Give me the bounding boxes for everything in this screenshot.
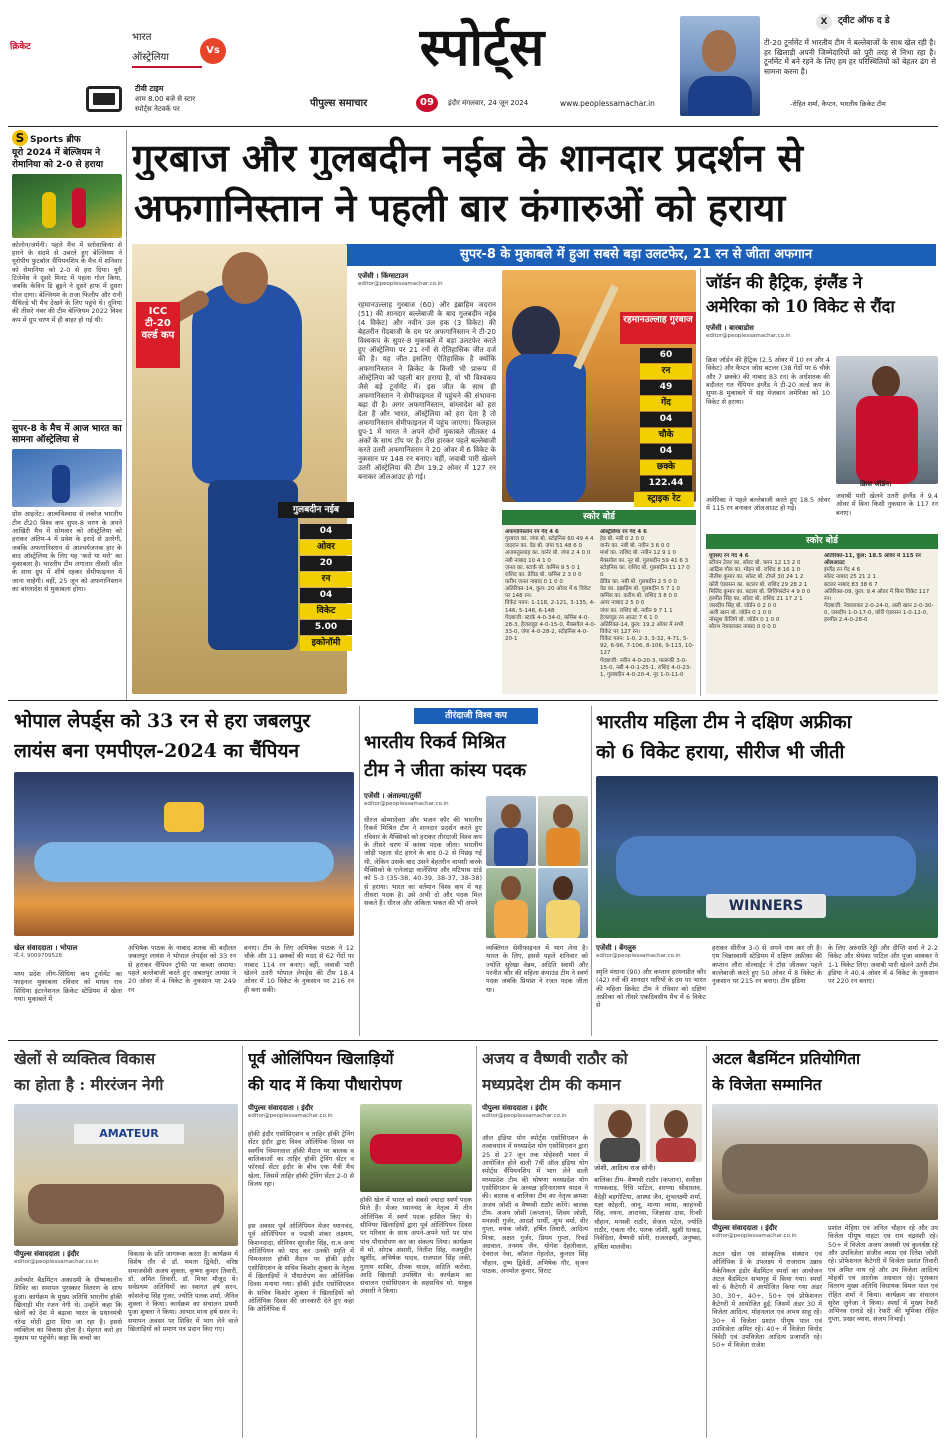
s4-email: editor@peoplessamachar.co.in [712, 1232, 797, 1239]
sports-brief [12, 130, 122, 700]
sidebar-rule [126, 130, 127, 700]
gulbadin-stat-economy: 5.00 [300, 620, 352, 635]
scoreboard-line: वेड का. इब्राहिम बो. गुलबदीन 5 7 1 0 [600, 586, 680, 593]
match-team-1: भारत [132, 32, 152, 43]
lead-headline-2: अफगानिस्तान ने पहली बार कंगारुओं को हराया [134, 186, 786, 230]
s3-byline [482, 1104, 592, 1120]
jordan-caption: क्रिस जॉर्डन। [860, 480, 892, 488]
archery-story-1: धीरज बोम्मादेवरा और भजन कौर की भारतीय रिकर्व मिश्रित टीम ने शानदार प्रदर्शन करते हुए रविवार के मैक्सिको को हराकर तीरंदाजी विश्व कप के तीसरे चरण में कांस्य पदक जीता। भारतीय जोड़ी पहला सेट हारने के बाद 0-2 से पिछड़ गई थी, लेकिन उसके बाद उसने बेहतरीन वापसी करके मैक्सिको के एलेजांद्रा वालेंसिया और मटियास ग्रांडे को 5-3 (35-38, 40-39, 38-37, 38-38) से हराया। भारत का वर्तमान विश्व कप में यह तीसरा पदक है। उसे अभी दो और पदक मिल सकते हैं। धीरज और अंकिता भकत की भी अपने [364, 816, 482, 908]
scoreboard-line: अगर नाबाद 2 5 0 0 [600, 600, 645, 607]
archery-photo-3 [486, 868, 536, 938]
lead-scoreboard-afg [505, 529, 597, 691]
scoreboard-line: मैक्सवेल का. नूर बो. गुलबदीन 59 41 6 3 [600, 557, 689, 564]
scoreboard-line: नॉस्तुश केंजिगे बो. जॉर्डन 0 1 0 0 [709, 617, 780, 624]
lead-email: editor@peoplessamachar.co.in [358, 280, 443, 287]
archery-photo-1 [486, 796, 536, 866]
tweet-text: टी-20 टूर्नामेंट में भारतीय टीम ने बल्लेबाजों के साथ खेल रही है। हर खिलाड़ी अपनी जिम्मेदारियों को पूरी तरह से निभा रहा है। टूर्नामेंट में बने रहने के लिए हम हर परिस्थितियों को बेहतर ढंग से सामना करना है। [764, 38, 936, 76]
gulbadin-name [278, 502, 354, 518]
s2-email: editor@peoplessamachar.co.in [248, 1112, 333, 1119]
tv-time-label: टीवी टाइम [135, 84, 164, 93]
scoreboard-line: विकेट पतन: 1-0, 2-3, 3-32, 4-71, 5-92, 6-96, 7-106, 8-106, 9-113, 10-127 [600, 636, 694, 657]
s4-byline-text: पीपुल्स संवाददाता । इंदौर [712, 1224, 778, 1232]
s1-headline-1: खेलों से व्यक्तित्व विकास [14, 1049, 156, 1068]
archery-story-2: व्यक्तिगत सेमीफाइनल में भाग लेना है। भारत के लिए, इससे पहले शनिवार को ज्योति सुरेखा वेन्नम, अदिति स्वामी और परनीत कौर की महिला कंपाउंड टीम ने स्वर्ण पदक जबकि प्रियांश ने रजत पदक जीता था। [486, 944, 588, 994]
mpl-phone: मो.नं. 9009709528 [14, 952, 63, 959]
s2-headline-2: की याद में किया पौधारोपण [248, 1075, 402, 1094]
scoreboard-line: जदरान का. वेड बो. जंपा 51 48 6 0 [505, 543, 583, 550]
scoreboard-line: अजमतुल्लाह का. वार्नर बो. जंपा 2 4 0 0 [505, 550, 591, 557]
s2-col-2: हॉकी खेल में भारत को सबसे ज्यादा स्वर्ण पदक मिले हैं। मेजर ध्यानचंद के नेतृत्व में तीन ओलिंपिक में स्वर्ण पदक हासिल किए थे। सीनियर खिलाड़ियों द्वारा पूर्व ओलिंपियन दिवस पर परिवार के साथ अपने-अपने घरों पर पांच पांच पौधारोपण कर का संकल्प लिया। कार्यक्रम में मो. सोएब अंसारी, नितीश सिंह, नजमुद्दीन खुर्शीद, अभिषेक यादव, राजपाल सिंह लकी, गुलाम साबिर, दीपक यादव, अदिति करोसा, आदि खिलाड़ी उपस्थित थे। कार्यक्रम का संचालन एसोसिएशन के सहसचिव मो. याकूब अंसारी ने किया। [360, 1196, 472, 1296]
s1-col-2: विकास के प्रति जागरूक करता है। कार्यक्रम में विशेष तौर से डॉ. ममता द्विवेदी, वरिष्ठ समाजसेवी अजय शुक्ला, कृष्णा कुमार तिवारी, डॉ. अमित तिवारी, डॉ. मिश्रा मौजूद थे। सर्वप्रथम अतिथियों का स्वागत हर्ष सरन, कोसलेन्द्र सिंह गुजर, ज्योति पलक शर्मा, जैनिव शुक्ला ने किया। कार्यक्रम का संचालन प्रथमी पुजा शुक्ला ने किया। आभार माना हर्ष सरन ने। समापन अवसर पर शिविर में भाग लेने वाले खिलाड़ियों को प्रमाण पत्र प्रदान किए गए। [128, 1250, 238, 1333]
s3-byline-text: पीपुल्स संवाददाता । इंदौर [482, 1104, 548, 1112]
gulbadin-stat-overs-label: ओवर [300, 540, 352, 555]
brief1-text: कोलोन/जर्मनी। पहले मैच में स्लोवाकिया से हारने के सदमे से उबरते हुए बेल्जियम ने यूरोपीय फुटबॉल चैंपियनशिप के मैच में शनिवार को रोमानिया को 2-0 से हरा दिया। यूरी टिलेमेंस ने दूसरे मिनट में पहला गोल किया, जबकि केविन डि ब्रूइने ने दूसरे हाफ में दूसरा गोल दागा। बेल्जियम के राजा फिलीप और रानी मैथिल्डे भी मैच देखने के लिए पहुंचे थे। दुनिया की तीसरे नंबर की टीम बेल्जियम 2022 विश्व कप में ग्रुप चरण में ही बाहर हो गई थी। [12, 240, 122, 324]
s1-email: editor@peoplessamachar.co.in [14, 1258, 99, 1265]
vs-badge [200, 38, 226, 64]
england-scoreboard-usa [709, 553, 821, 691]
s1-byline-text: पीपुल्स संवाददाता । इंदौर [14, 1250, 80, 1258]
tweet-box [760, 14, 938, 118]
mpl-rule [359, 706, 360, 1036]
gurbaz-stat-strike-rate-label: स्ट्राइक रेट [634, 492, 694, 507]
tv-time: शाम 8.00 बजे से स्टार [135, 95, 196, 103]
england-scoreboard-eng [824, 553, 936, 691]
scoreboard-line: करीम जनत नाबाद 0 1 0 0 [505, 578, 563, 585]
s2-col-1b: इस अवसर पूर्व ओलिंपियन मेजर ध्यानचंद, पूर्व ओलिंपियन व पद्मश्री शंकर लक्ष्मण, किशनदादा, सीनियर सुरजीत सिंह, रा.व अन्य ओलिंपियन को याद कर उनकी स्मृति में चिमनलाल हॉकी मैदान पर हॉकी इंदौर एसोसिएशन के सचिव किशोर शुक्ला के नेतृत्व में खिलाड़ियों ने पौधारोपण कर ओलिंपिक दिवस मनाया गया। हॉकी इंदौर एसोसिएशन के सचिव किशोर शुक्ला ने खिलाड़ियों को ओलिंपिक दिवस की जानकारी देते हुए कहा कि ओलिंपिक में [248, 1222, 354, 1314]
scoreboard-line: अतिरिक्त-14, कुल: 19.2 ओवर में सभी विकेट पर 127 रन। [600, 621, 684, 635]
s4-headline-2: के विजेता सम्मानित [712, 1075, 822, 1094]
s1-photo [14, 1104, 238, 1246]
scoreboard-line: मार्श का. राशिद बो. नवीन 12 9 1 0 [600, 550, 676, 557]
match-team-2: ऑस्ट्रेलिया [132, 52, 169, 63]
archery-kicker [414, 708, 538, 724]
s2-col-1: हॉकी इंदौर एसोसिएशन व ताहिर हॉकी ट्रेनिंग सेंटर इंदौर द्वारा विश्व ओलिंपिक दिवस पर स्वर्गीय चिमनलाल हॉकी मैदान पर बालक व बालिकाओं का ताहिर हॉकी ट्रेनिंग सेंटर व फॉरवर्ड सेंटर इंदौर के बीच एक मैत्री मैच खेला, जिसमें ताहिर हॉकी ट्रेनिंग सेंटर 2-0 से विजय रहा। [248, 1130, 354, 1188]
gurbaz-stat-runs: 60 [640, 348, 692, 363]
s4-byline [712, 1224, 822, 1240]
s1-byline [14, 1250, 124, 1266]
tv-icon [86, 86, 122, 112]
scoreboard-line: आंद्रिस गौस का. मोइन बो. राशिद 8 16 1 0 [709, 567, 801, 574]
tv-channel: स्पोर्ट्स नेटवर्क पर [135, 105, 180, 113]
lead-scoreboard [502, 510, 696, 694]
archery-headline-2: टीम ने जीता कांस्य पदक [364, 760, 527, 781]
archery-photo-4 [538, 868, 588, 938]
lead-right-rule [700, 268, 701, 696]
s4-photo [712, 1104, 938, 1220]
s2-byline [248, 1104, 358, 1120]
brief2-title: सुपर-8 के मैच में आज भारत का सामना ऑस्ट्रेलिया से [12, 423, 122, 445]
scoreboard-line: विकेट पतन: 1-118, 2-121, 3-135, 4-146, 5-148, 6-148 [505, 600, 596, 614]
gurbaz-name [620, 312, 696, 344]
icc-badge [136, 302, 180, 368]
s1-headline-2: का होता है : मीररंजन नेगी [14, 1075, 164, 1094]
mpl-col-1: मध्य प्रदेश लीग-सिंधिया कप टूर्नामेंट का फाइनल मुकाबला रविवार को माधव राव सिंधिया इंटरनेशनल क्रिकेट स्टेडियम में खेला गया। मुकाबले में [14, 970, 122, 1003]
archery-email: editor@peoplessamachar.co.in [364, 800, 449, 807]
women-byline-text: एजेंसी । बेंगलुरु [596, 944, 637, 952]
archery-photo-2 [538, 796, 588, 866]
gulbadin-stat-runs-label: रन [300, 572, 352, 587]
scoreboard-line: वार्नर का. नबी बो. नवीन 3 6 0 0 [600, 543, 670, 550]
scoreboard-line: अफगानिस्तान रन गेंद 4 6 [505, 529, 559, 535]
scoreboard-line: गेंदबाजी: स्टार्क 4-0-34-0, कमिंस 4-0-28-3, हेजलवुड 4-0-15-0, मैक्सवेल 4-0-33-0, जंपा 4-0-28-2, स्टोइनिस 4-0-20-1 [505, 614, 596, 643]
jordan-photo [836, 356, 938, 484]
gulbadin-name-label: गुलबदीन नईब [292, 505, 340, 515]
archery-kicker-text: तीरंदाजी विश्व कप [445, 711, 507, 721]
scoreboard-line: जसदीप सिंह बो. जॉर्डन 0 2 0 0 [709, 602, 777, 609]
scoreboard-line: स्टोइनिस का. राशिद बो. गुलबदीन 11 17 0 0 [600, 564, 690, 578]
scoreboard-line: हेड बो. नबी 0 2 0 0 [600, 536, 645, 543]
scoreboard-line: मिलिंद कुमार का. बटलर बो. लिविंगस्टोन 4 9 0 0 [709, 588, 811, 595]
s2-headline-1: पूर्व ओलिंपियन खिलाड़ियों [248, 1049, 394, 1068]
s3-email: editor@peoplessamachar.co.in [482, 1112, 567, 1119]
england-headline-2: अमेरिका को 10 विकेट से रौंदा [706, 297, 895, 316]
mpl-col-3: बनाए। टीम के लिए अभिषेक पाठक ने 12 चौके और 11 छक्कों की मदद से 62 गेंदों पर नाबाद 114 रन बनाए। वहीं, जवाबी पारी खेलने उतरी भोपाल लेपर्ड्स की टीम 18.4 ओवर में 10 विकेट के नुकसान पर 216 रन ही बना सकी। [244, 944, 354, 994]
tweet-author: -रोहित शर्मा, कैप्टन, भारतीय क्रिकेट टीम [790, 100, 886, 108]
edition-line: इंदौर मंगलवार, 24 जून 2024 [448, 99, 529, 107]
icc-label: ICC टी-20 वर्ल्ड कप [141, 306, 175, 341]
scoreboard-line: यूएसए रन गेंद 4 6 [709, 553, 749, 559]
scoreboard-line: अतिरिक्त-14, कुल: 20 ओवर में 6 विकेट पर 148 रन। [505, 586, 591, 600]
match-sport: क्रिकेट [10, 42, 31, 52]
mpl-col-2: अभिषेक पाठक के नाबाद शतक की बदौलत जबलपुर लायंस ने भोपाल लेपर्ड्स को 33 रन से हराकर चैंपियन ट्रॉफी पर कब्जा जमाया। पहले बल्लेबाजी करते हुए जबलपुर लायंस ने 20 ओवर में 4 विकेट के नुकसान पर 249 रन [128, 944, 236, 994]
gurbaz-stat-balls: 49 [640, 380, 692, 395]
s1-photo-banner: AMATEUR [74, 1124, 184, 1144]
s3-photo-ajay [594, 1104, 646, 1162]
match-divider [132, 66, 202, 68]
scoreboard-line: नबी नाबाद 10 4 1 0 [505, 557, 551, 564]
england-email: editor@peoplessamachar.co.in [706, 332, 791, 339]
s4-col-1: अटल खेल एवं सांस्कृतिक संस्थान एवं ओलिंपिक डे के उपलक्ष्य में राजाराम उन्नाव मैकेनिकल इंडोर बैडमिंटन स्पर्धा का आयोजन अटल बैडमिंटन सभागृह में किया गया। स्पर्धा को 6 कैटेगरी में आयोजित किया गया अंडर 30, 30+, 40+, 50+ एवं प्रोफेशनल कैटेगरी में आयोजित हुई, जिसमें अंडर 30 में विजेता आदित्य, मोहनलाल एवं अभय साहू रहे। 30+ में विजेता प्रशांत पीयूष पाल एवं उपविजेता अमित रहे। 40+ में विजेता विनोद त्रिवेदी एवं उपविजेता आदित्य प्रजापति रहे। 50+ में विजेता राजेश [712, 1250, 822, 1350]
gulbadin-stat-runs: 20 [300, 556, 352, 571]
gurbaz-stats [640, 348, 694, 508]
mpl-headline-2: लायंस बना एमपीएल-2024 का चैंपियन [14, 740, 300, 762]
scoreboard-line: स्टीवन टेलर का. सॉल्ट बो. करन 12 13 2 0 [709, 560, 801, 567]
s3-col-2: बालिका टीम- वैष्णवी राठौर (कप्तान), समीक्षा गायकवाड़, रिधि पाटिल, शरण्या श्रीवास्तव, वैदेही बड़गोटिया, आस्था जैन, शुभलक्ष्मी शर्मा, यज्ञा कोहली, जानू, मान्या व्यास, काहनवी सिंह, नयना, आराध्या, जिज्ञासा दास, रिन्सी चौहान, मनस्वी राठौर, सेजल पटेल, ज्योति राठौर, एकता गौर, पलक जोशी, खुशी धाकड़, निवेदिता, वैष्णवी सोनी, राजलक्ष्मी, अनुष्का, हर्षिता मालवीय। [594, 1176, 702, 1251]
brief1-photo [12, 174, 122, 238]
winners-banner: WINNERS [706, 894, 826, 918]
gulbadin-stat-wickets-label: विकेट [300, 604, 352, 619]
s4-col-2: प्रशांत मेहिया एवं अनिल चौहान रहे और उप विजेता पीयूष नाहटा एवं राम चंद्रवंशी रहे। 50+ में विजेता अजय अवस्थी एवं कुलश्रेष्ठ रहे और उपविजेता संजीव व्यास एवं रितेश जोशी रहे। प्रोफेशनल कैटेगरी में विजेता प्रशांत तिवारी एवं अमित नाथ रहे और उप विजेता आदित्य मोहश्री एवं आलोक अग्रवाल रहे। पुरस्कार वितरण मुख्य अतिथि विधायक विमल पाल एवं रोहित शर्मा ने किया। कार्यक्रम का संचालन सुरेश जुनेजा ने किया। स्पर्धा में मुख्य रेफरी अभिनव रानाडे रहे। रेफरी की भूमिका रोहित गुप्ता, प्रखर व्यास, संजय निभाई। [828, 1224, 938, 1324]
scoreboard-line: अतिरिक्त-11, कुल: 18.5 ओवर में 115 रन ऑलआउट [824, 553, 921, 567]
masthead-title: स्पोर्ट्स [419, 17, 545, 78]
mpl-byline [14, 944, 114, 960]
scoreboard-line: जनत का. स्टार्क बो. कमिंस 9 5 0 1 [505, 564, 581, 571]
scoreboard-line: डेविड का. नबी बो. गुलबदीन 2 5 0 0 [600, 578, 678, 585]
tweet-label: ट्वीट ऑफ द डे [838, 16, 890, 26]
scoreboard-line: जंपा का. राशिद बो. नवीन 9 7 1 1 [600, 607, 673, 614]
england-scoreboard-title: स्कोर बोर्ड [706, 534, 938, 549]
gulbadin-stat-overs: 04 [300, 524, 352, 539]
s3-col-1: ऑल इंडिया योग स्पोर्ट्स एसोसिएशन के तत्वावधान में मध्यप्रदेश योग एसोसिएशन द्वारा 25 से 27 जून तक मोहेश्वरी भवन में आयोजित होने वाली 7वीं ऑल इंडिया योग स्पोर्ट्स चैंपियनशिप में भाग लेने वाली मध्यप्रदेश टीम की घोषणा मध्यप्रदेश योग एसोसिएशन के अध्यक्ष हरिनारायण यादव ने की। बालक व बालिका टीम का नेतृत्व क्रमशः अजय जोशी व वैष्णवी राठौर करेंगे। बालक टीम- अजय जोशी (कप्तान), शिवम जोशी, मनसवी गुर्जर, आदर्श पार्थी, शुभ वर्मा, वीर गुप्ता, मयंक जोशी, हर्षित तिवारी, आदित्य मिश्रा, अक्षत गुर्जर, प्रियम गुप्ता, रिचर्ड अग्रवाल, तनमय जैन, योगेश देहलीवाल, देवराज नेवा, कौशल गेहलोत, कुनाल सिंह चौहान, दुष्य द्विवेदी, अभिषेक गौर, सृजन पाठक, अनमोल कुमार, विराट [482, 1134, 588, 1275]
bottom-rule-1 [242, 1046, 243, 1438]
lead-story: रहमानउल्लाह गुरबाज (60) और इब्राहिम जदरान (51) की शानदार बल्लेबाजी के बाद गुलबदीन नईब (4 विकेट) और नवीन उल हक (3 विकेट) की बेहतरीन गेंदबाजी के दम पर अफगानिस्तान ने टी-20 विश्वकप के सुपर-8 मुकाबले में बड़ा उलटफेर करते हुए ऑस्ट्रेलिया पर 21 रनों से ऐतिहासिक जीत दर्ज की है। यह जीत इसलिए ऐतिहासिक है क्योंकि अफगानिस्तान ने क्रिकेट के किसी भी प्रारूप में ऑस्ट्रेलिया को पहली बार हराया है, वो भी विश्वकप जैसे बड़े टूर्नामेंट में। इस जीत के साथ ही अफगानिस्तान ने सेमीफाइनल में पहुंचने की संभावना बढ़ा दी है। अगर अफगानिस्तान, बांग्लादेश को हरा देता है और भारत, ऑस्ट्रेलिया को हरा देता है तो अफगानिस्तान सेमीफाइनल में पहुंच जाएगा। फिलहाल ग्रुप-1 में भारत ने अपने दोनों मुकाबले जीतकर 4 अंकों के साथ टॉप पर है। टॉस हारकर पहले बल्लेबाजी करते उतरी अफगानिस्तान ने 20 ओवर में 6 विकेट के नुकसान पर 148 रन बनाए। वहीं, जवाबी पारी खेलने उतरी ऑस्ट्रेलिया की टीम 19.2 ओवर में 127 रन बनाकर ऑलआउट हो गई। [358, 300, 496, 482]
scoreboard-line: राशिद का. डेविड बो. कमिंस 2 3 0 0 [505, 571, 582, 578]
england-byline-text: एजेंसी । बारबाडोस [706, 324, 754, 332]
lead-byline [358, 272, 498, 288]
brief1-title: यूरो 2024 में बेल्जियम ने रोमानिया को 2-0 से हराया [12, 148, 104, 170]
scoreboard-line: गुरबाज का. जंपा बो. स्टोइनिस 60 49 4 4 [505, 536, 594, 543]
page-number: 09 [416, 94, 438, 112]
scoreboard-line: सौरभ नेत्रवलकर नाबाद 0 0 0 0 [709, 624, 777, 631]
masthead-rule [8, 126, 938, 127]
gurbaz-stat-balls-label: गेंद [640, 396, 692, 411]
archery-headline-1: भारतीय रिकर्व मिश्रित [364, 732, 506, 753]
scoreboard-line: बटलर नाबाद 83 38 6 7 [824, 581, 878, 588]
scoreboard-line: हेजलवुड रन आउट 7 6 1 0 [600, 614, 658, 621]
s3-headline-1: अजय व वैष्णवी राठौर को [482, 1049, 628, 1068]
gulbadin-stats [300, 524, 354, 652]
archery-rule [591, 706, 592, 1036]
scoreboard-line: कोरी एंडरसन का. बटलर बो. राशिद 29 28 2 1 [709, 581, 808, 588]
brief2-text: ग्रोस आइलेट। आत्मविश्वास से लबरेज भारतीय टीम टी20 विश्व कप सुपर-8 चरण के अपने आखिरी मैच में सोमवार को ऑस्ट्रेलिया को हराकर अंतिम-4 में प्रवेश के इरादे से उतरेगी, जबकि अफगानिस्तान से आश्चर्यजनक हार के बाद ऑस्ट्रेलिया के लिए यह ‘करो या मरो’ का मुकाबला है। भारतीय टीम लगातार तीसरी जीत के साथ ग्रुप में शीर्ष रहकर सेमीफाइनल में जाना चाहेगी। वहीं, 25 जून को अफगानिस्तान का बांग्लादेश से मुकाबला होगा। [12, 510, 122, 594]
lead-headline-1: गुरबाज और गुलबदीन नईब के शानदार प्रदर्शन से [132, 136, 804, 180]
s2-byline-text: पीपुल्स संवाददाता । इंदौर [248, 1104, 314, 1112]
women-byline [596, 944, 716, 960]
brief-brand-label: Sports ब्रीफ [30, 135, 81, 145]
s1-col-1: अमेच्योर बैडमिंटन अकादमी के ग्रीष्मकालीन शिविर का समापन पुरस्कार वितरण के साथ हुआ। कार्यक्रम के मुख्य अतिथि भारतीय हॉकी खिलाड़ी मीर रंजन नेगी थे। उन्होंने कहा कि खेलों को देश में बढ़ावा भारत के प्रधानमंत्री नरेन्द्र मोदी द्वारा दिया जा रहा है। इससे व्यक्तित्व का विकास होता है। मेहनत करो हर मुकाम पर पहुंचेंगे। कहा कि बच्चों का [14, 1276, 122, 1343]
gurbaz-stat-fours: 04 [640, 412, 692, 427]
archery-byline [364, 792, 484, 808]
scoreboard-line: सॉल्ट नाबाद 25 21 2 1 [824, 574, 877, 581]
archery-byline-text: एजेंसी । अंताल्या/तुर्की [364, 792, 422, 800]
edition-strip [310, 94, 680, 114]
gulbadin-stat-economy-label: इकोनॉमी [300, 636, 352, 651]
scoreboard-line: अतिरिक्त-09, कुल: 9.4 ओवर में बिना विकेट 117 रन। [824, 588, 930, 602]
lead-subhead-text: सुपर-8 के मुकाबले में हुआ सबसे बड़ा उलटफेर, 21 रन से जीता अफगान [459, 247, 813, 262]
s2-photo [360, 1104, 472, 1192]
scoreboard-line: अली खान बो. जॉर्डन 0 1 0 0 [709, 610, 772, 617]
gurbaz-name-label: रहमानउल्लाह गुरबाज [623, 315, 693, 325]
scoreboard-line: इंग्लैंड रन गेंद 4 6 [824, 567, 861, 574]
women-col-2: हराकर सीरीज 3-0 से अपने नाम कर ली है। एम चिन्नास्वामी स्टेडियम में दक्षिण अफ्रीका की कप्तान लौरा वोल्वार्ड्ट ने टॉस जीतकर पहले बल्लेबाजी करते हुए 50 ओवर में 8 विकेट के नुकसान पर 215 रन बनाए। टीम इंडिया [712, 944, 822, 986]
women-email: editor@peoplessamachar.co.in [596, 952, 681, 959]
lead-scoreboard-aus [600, 529, 694, 691]
scoreboard-line: कमिंस का. करीम बो. राशिद 3 8 0 0 [600, 593, 678, 600]
rohit-photo [680, 16, 760, 116]
s4-headline-1: अटल बैडमिंटन प्रतियोगिता [712, 1049, 861, 1068]
bottom-rule-2 [476, 1046, 477, 1438]
england-story-2: अमेरिका ने पहले बल्लेबाजी करते हुए 18.5 ओवर में 115 रन बनाकर ऑलआउट हो गई। [706, 496, 830, 513]
gurbaz-stat-runs-label: रन [640, 364, 692, 379]
women-headline-1: भारतीय महिला टीम ने दक्षिण अफ्रीका [596, 712, 852, 733]
scoreboard-line: नीतीश कुमार का. सॉल्ट बो. टोप्ले 30 24 1 2 [709, 574, 804, 581]
lead-byline-text: एजेंसी । किंग्सटाउन [358, 272, 409, 280]
brief-brand: S Sports ब्रीफ [12, 130, 122, 146]
x-icon: X [816, 14, 832, 30]
gurbaz-stat-strike-rate: 122.44 [640, 476, 692, 491]
women-col-1: स्मृति मंधाना (90) और कप्तान हरमनप्रीत कौर (42) रनों की शानदार पारियों के दम पर भारत की महिला क्रिकेट टीम ने रविवार को दक्षिण अफ्रीका को तीसरे एकदिवसीय मैच में 6 विकेट से [596, 968, 706, 1010]
brief2-photo [12, 449, 122, 507]
section-rule-2 [8, 1040, 938, 1041]
scoreboard-line: गेंदबाजी: नवीन 4-0-20-3, फारूकी 3-0-15-0, नबी 4-0-1-25-1, राशिद 4-0-23-1, गुलबदीन 4-0-20-4, नूर 1-0-11-0 [600, 657, 692, 678]
women-headline-2: को 6 विकेट हराया, सीरीज भी जीती [596, 742, 845, 763]
england-headline-1: जॉर्डन की हैट्रिक, इंग्लैंड ने [706, 273, 863, 292]
women-photo [596, 776, 938, 938]
masthead [0, 0, 945, 128]
s3-caption: जोशी, आदित्य राज सोनी। [594, 1164, 656, 1172]
match-widget [10, 28, 235, 123]
bottom-rule-3 [706, 1046, 707, 1438]
website: www.peoplessamachar.in [560, 99, 655, 108]
mpl-headline-1: भोपाल लेपर्ड्स को 33 रन से हरा जबलपुर [14, 710, 311, 732]
england-story-1: क्रिस जॉर्डन की हैट्रिक (2.5 ओवर में 10 रन और 4 विकेट) और कैप्टन जोस बटलर (38 गेंदों पर 6 चौके और 7 छक्के) की नाबाद 83 रन) के अर्धशतक की बदौलत गत चैंपियन इंग्लैंड ने टी-20 वर्ल्ड कप के सुपर-8 मुकाबले में सह मेजबान अमेरिका को 10 विकेट से हराया। [706, 356, 830, 406]
scoreboard-line: हरमीत सिंह का. सॉल्ट बो. राशिद 21 17 2 1 [709, 595, 803, 602]
lead-subhead [336, 244, 936, 266]
women-col-3: के लिए अरुंधति रेड्डी और दीप्ति शर्मा ने 2-2 विकेट और श्रेयंका पाटिल और पूजा वस्त्रकर ने 1-1 विकेट लिए। जवाबी पारी खेलने उतरी टीम इंडिया ने 40.4 ओवर में 4 विकेट के नुकसान पर 220 रन बनाए। [828, 944, 938, 986]
s3-photo-vaishnavi [650, 1104, 702, 1162]
mpl-photo [14, 772, 354, 936]
england-story-3: जवाबी पारी खेलने उतरी इंग्लैंड ने 9.4 ओवर में बिना किसी नुकसान के 117 रन बनाए। [836, 492, 938, 517]
s3-headline-2: मध्यप्रदेश टीम की कमान [482, 1075, 621, 1094]
section-rule-1 [8, 700, 938, 701]
gurbaz-stat-sixes: 04 [640, 444, 692, 459]
gulbadin-stat-wickets: 04 [300, 588, 352, 603]
paper-name: पीपुल्स समाचार [310, 98, 368, 109]
scoreboard-line: गेंदबाजी: नेत्रवलकर 2-0-24-0, अली खान 2-0-30-0, जसदीप 1-0-17-0, कोरी एंडरसन 1-0-12-0, हरमीत 2.4-0-28-0 [824, 602, 934, 624]
gurbaz-stat-fours-label: चौके [640, 428, 692, 443]
mpl-byline-text: खेल संवाददाता । भोपाल [14, 944, 78, 952]
england-scoreboard [706, 534, 938, 694]
lead-scoreboard-title: स्कोर बोर्ड [502, 510, 696, 525]
vs-label: Vs [206, 45, 220, 56]
gurbaz-stat-sixes-label: छक्के [640, 460, 692, 475]
scoreboard-line: ऑस्ट्रेलिया रन गेंद 4 6 [600, 529, 647, 535]
england-byline [706, 324, 836, 340]
